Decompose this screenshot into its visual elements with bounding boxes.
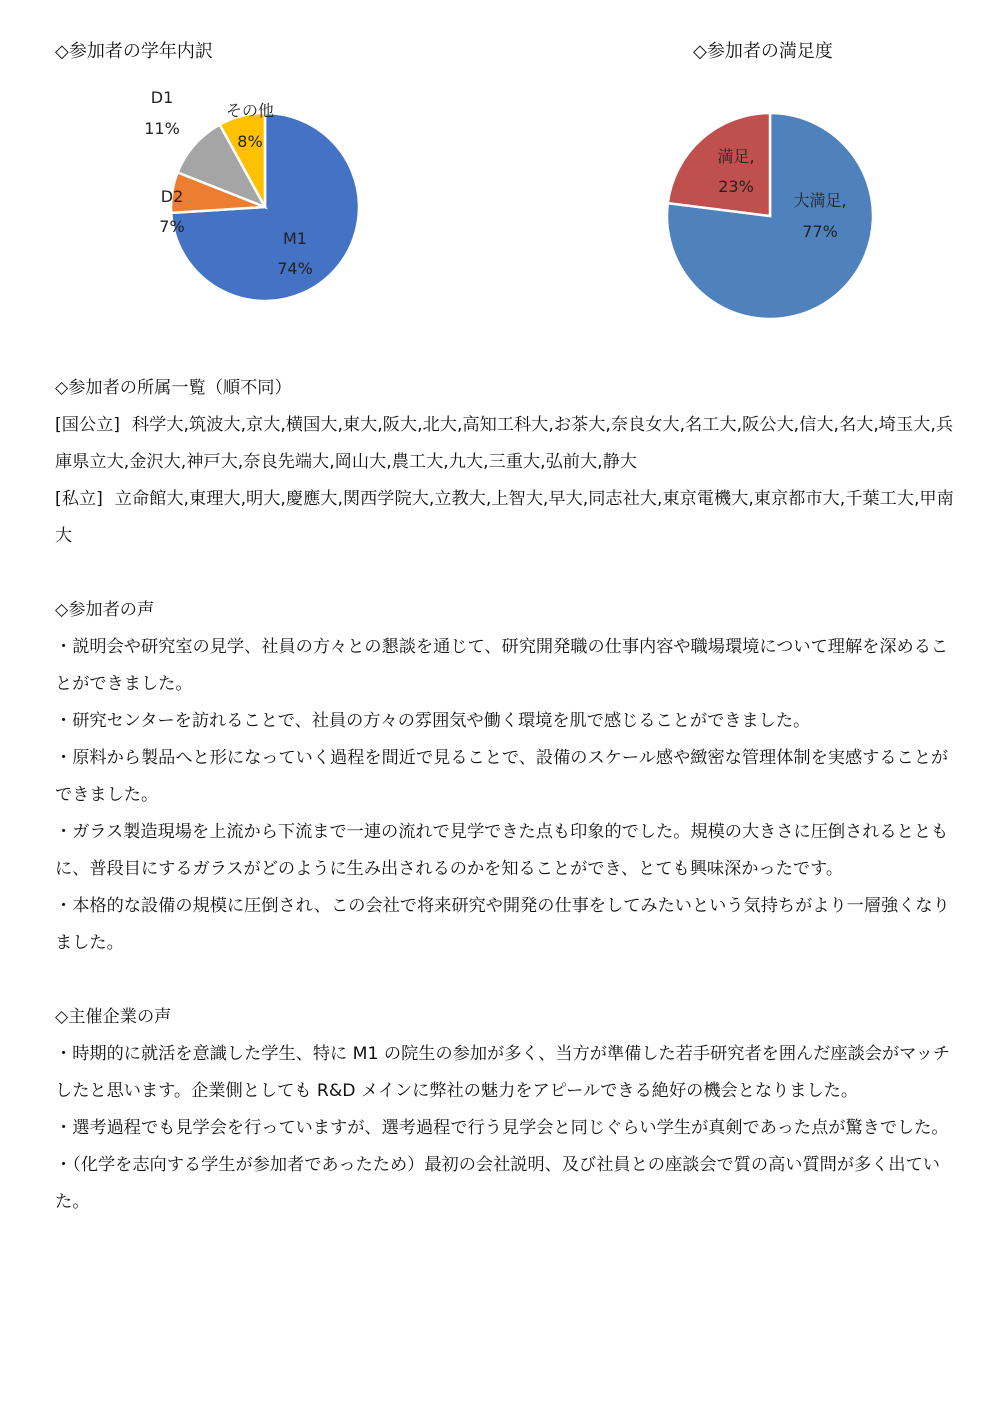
participant-voice: ・説明会や研究室の見学、社員の方々との懇談を通じて、研究開発職の仕事内容や職場環境について理解を深めることができました。 (55, 637, 949, 694)
slice-label-d2: D2 (160, 187, 184, 206)
slice-value-satisfied: 23% (718, 177, 754, 196)
host-voice: ・時期的に就活を意識した学生、特に M1 の院生の参加が多く、当方が準備した若手研究者を囲んだ座談会がマッチしたと思います。企業側としても R&D メインに弊社の魅力をアピールできる絶好の機会となりました。 (55, 1044, 951, 1101)
slice-label-satisfied: 満足, (717, 147, 755, 166)
slice-value-d1: 11% (144, 119, 180, 138)
host-voices-heading: ◇主催企業の声 (55, 1007, 172, 1027)
host-voice: ・選考過程でも見学会を行っていますが、選考過程で行う見学会と同じぐらい学生が真剣であった点が驚きでした。 (55, 1118, 949, 1138)
participant-voice: ・ガラス製造現場を上流から下流まで一連の流れで見学できた点も印象的でした。規模の大きさに圧倒されるとともに、普段目にするガラスがどのように生み出されるのかを知ることができ、とても興味深かったです。 (55, 822, 949, 879)
private-universities (55, 481, 955, 555)
report-body (55, 370, 955, 1221)
slice-label-d1: D1 (150, 88, 174, 107)
participant-voice: ・研究センターを訪れることで、社員の方々の雰囲気や働く環境を肌で感じることができました。 (55, 711, 811, 731)
public-universities (55, 407, 955, 481)
slice-label-m1: M1 (283, 229, 307, 248)
slice-value-other: 8% (237, 132, 263, 151)
grade-chart-title: ◇参加者の学年内訳 (55, 41, 213, 62)
public-label: [国公立] (55, 415, 120, 435)
slice-label-other: その他 (225, 101, 275, 120)
private-label: [私立] (55, 489, 103, 509)
pie-charts (0, 0, 1000, 340)
satisfaction-chart-title: ◇参加者の満足度 (693, 41, 833, 62)
slice-value-very-satisfied: 77% (802, 222, 838, 241)
satisfaction-pie-chart (667, 113, 873, 319)
participant-voice: ・原料から製品へと形になっていく過程を間近で見ることで、設備のスケール感や緻密な管理体制を実感することができました。 (55, 748, 949, 805)
slice-value-d2: 7% (159, 217, 185, 236)
public-list: 科学大,筑波大,京大,横国大,東大,阪大,北大,高知工科大,お茶大,奈良女大,名工大,阪公大,信大,名大,埼玉大,兵庫県立大,金沢大,神戸大,奈良先端大,岡山大,農工大,九大,三重大,弘前大,静大 (55, 415, 954, 472)
participant-voice: ・本格的な設備の規模に圧倒され、この会社で将来研究や開発の仕事をしてみたいという気持ちがより一層強くなりました。 (55, 896, 950, 953)
grade-pie-chart (171, 113, 359, 301)
affiliation-heading: ◇参加者の所属一覧（順不同） (55, 378, 292, 398)
participant-voices-heading: ◇参加者の声 (55, 600, 155, 620)
slice-value-m1: 74% (277, 259, 313, 278)
private-list: 立命館大,東理大,明大,慶應大,関西学院大,立教大,上智大,早大,同志社大,東京電機大,東京都市大,千葉工大,甲南大 (55, 489, 954, 546)
slice-label-very-satisfied: 大満足, (793, 191, 847, 210)
host-voice: ・（化学を志向する学生が参加者であったため）最初の会社説明、及び社員との座談会で質の高い質問が多く出ていた。 (55, 1155, 940, 1212)
